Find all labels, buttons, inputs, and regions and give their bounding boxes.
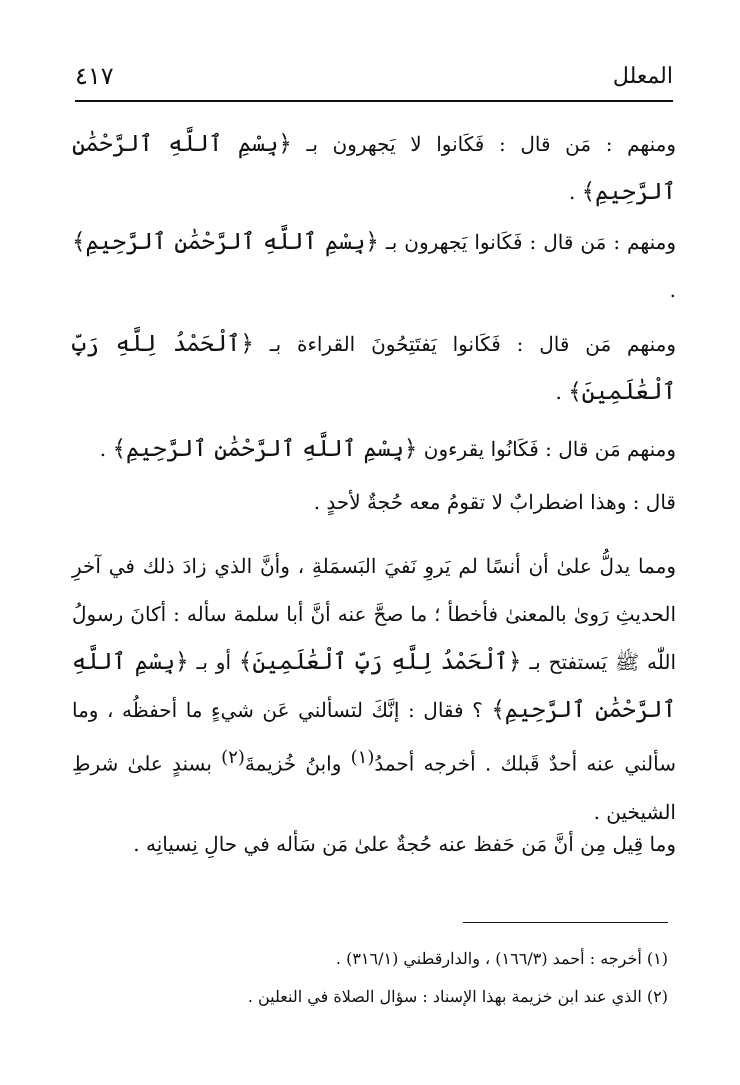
paragraph-continuation-2: وابنُ خُزيمةَ bbox=[244, 751, 351, 776]
paragraph-mid: أو بـ bbox=[188, 650, 232, 674]
quran-verse: ﴿بِسْمِ ٱللَّهِ ٱلرَّحْمَٰنِ ٱلرَّحِيمِ﴾ bbox=[72, 229, 379, 255]
quran-verse: ﴿بِسْمِ ٱللَّهِ ٱلرَّحْمَٰنِ ٱلرَّحِيمِ﴾ bbox=[112, 436, 418, 462]
paragraph-end: . bbox=[99, 437, 107, 461]
paragraph-text: ومنهم مَن قال : فَكَانوا يَفتَتِحُونَ القراءة بـ bbox=[269, 332, 676, 356]
footnote-2: (٢) الذي عند ابن خزيمة بهذا الإسناد : سؤال الصلاة في النعلين . bbox=[247, 987, 668, 1006]
page-header bbox=[75, 60, 673, 102]
paragraph-4 bbox=[72, 425, 676, 473]
paragraph-text: ومنهم مَن قال : فَكَانُوا يقرءون bbox=[423, 437, 676, 461]
quran-verse: ﴿ٱلْحَمْدُ لِلَّهِ رَبِّ ٱلْعَٰلَمِينَ﴾ bbox=[72, 331, 676, 405]
paragraph-text: وما قِيل مِن أنَّ مَن حَفظ عنه حُجةٌ علىٰ مَن سَأله في حالِ نِسيانِه . bbox=[133, 832, 676, 856]
paragraph-text: ومنهم : مَن قال : فَكَانوا لا يَجهرون بـ bbox=[306, 132, 677, 156]
paragraph-7 bbox=[72, 820, 676, 868]
quran-verse: ﴿بِسْمِ ٱللَّهِ ٱلرَّحْمَٰنِ ٱلرَّحِيمِ﴾ bbox=[72, 131, 676, 205]
page-number: ٤١٧ bbox=[75, 62, 114, 90]
footnote-ref-1[interactable]: (١) bbox=[350, 747, 375, 768]
paragraph-text: ومنهم : مَن قال : فَكَانوا يَجهرون بـ bbox=[385, 230, 676, 254]
paragraph-1 bbox=[72, 120, 676, 216]
running-title: المعلل bbox=[612, 64, 673, 89]
paragraph-5 bbox=[72, 478, 676, 526]
paragraph-continuation-3: بسندٍ علىٰ شرطِ الشيخين . bbox=[72, 751, 676, 824]
paragraph-end: . bbox=[555, 380, 562, 404]
quran-verse: ﴿ٱلْحَمْدُ لِلَّهِ رَبِّ ٱلْعَٰلَمِينَ﴾ bbox=[238, 649, 522, 675]
paragraph-2 bbox=[72, 218, 676, 314]
footnote-1: (١) أخرجه : أحمد (١٦٦/٣) ، والدارقطني (٣١٦/١) . bbox=[335, 949, 668, 968]
paragraph-end: . bbox=[568, 180, 576, 204]
paragraph-text: ومما يدلُّ علىٰ أن أنسًا لم يَروِ نَفيَ البَسمَلةِ ، وأنَّ الذي زادَ ذلك في آخرِ الحديثِ رَوىٰ بالمعنىٰ فأخطأ ؛ ما صحَّ عنه أنَّ أبا سلمة سأله : أكانَ رسولُ اللّٰه ﷺ يَستفتح بـ bbox=[72, 554, 677, 674]
paragraph-end: . bbox=[669, 278, 676, 302]
paragraph-text: قال : وهذا اضطرابٌ لا تقومُ معه حُجةٌ لأحدٍ . bbox=[313, 490, 676, 514]
quran-verse-2: ﴿بِسْمِ ٱللَّهِ ٱلرَّحْمَٰنِ ٱلرَّحِيمِ﴾ bbox=[72, 649, 676, 723]
paragraph-6 bbox=[72, 542, 676, 836]
footnote-separator bbox=[463, 922, 668, 923]
footnote-ref-2[interactable]: (٢) bbox=[221, 747, 245, 768]
paragraph-3 bbox=[72, 320, 676, 416]
paragraph-continuation: ؟ فقال : إنَّكَ لتسألني عَن شيءٍ ما أحفظُه ، وما سألني عنه أحدٌ قَبلك . أخرجه أحمدُ bbox=[72, 698, 676, 776]
